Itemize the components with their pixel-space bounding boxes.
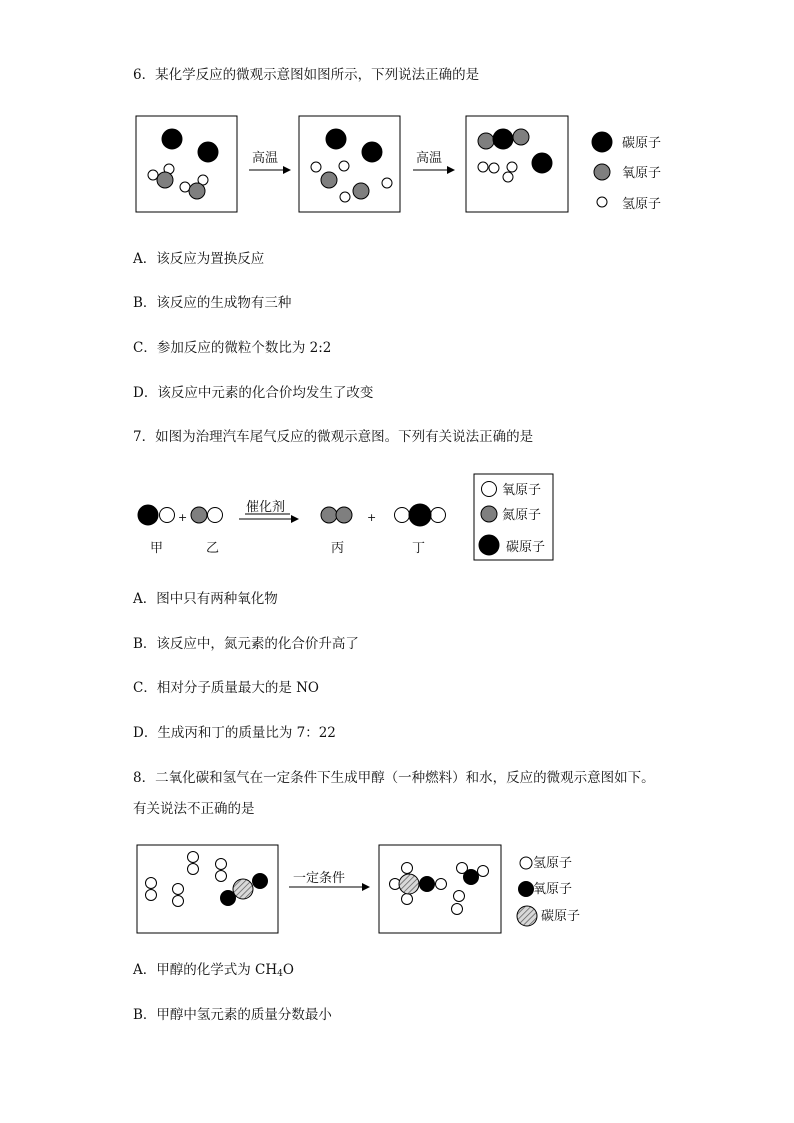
legend-oxygen-icon xyxy=(594,164,610,180)
q7-option-b: B．该反应中，氮元素的化合价升高了 xyxy=(133,636,359,652)
q7-label-ding: 丁 xyxy=(412,541,426,556)
q6-stem: 6．某化学反应的微观示意图如图所示，下列说法正确的是 xyxy=(133,67,480,83)
q6-arrow-2-label: 高温 xyxy=(416,151,443,166)
q6-arrow-2 xyxy=(413,150,454,170)
q8-box-1 xyxy=(137,845,278,933)
q7-diagram xyxy=(138,499,446,556)
q7-label-jia: 甲 xyxy=(150,541,164,556)
q6-option-c: C．参加反应的微粒个数比为 2:2 xyxy=(133,340,332,356)
q6-legend-carbon: 碳原子 xyxy=(622,136,662,151)
q6-arrow-1-label: 高温 xyxy=(252,151,279,166)
q6-box-2 xyxy=(299,116,400,212)
q8-stem-line-1: 8．二氧化碳和氢气在一定条件下生成甲醇（一种燃料）和水，反应的微观示意图如下。 xyxy=(133,770,655,786)
q6-legend xyxy=(592,132,661,212)
q8-legend-hydrogen: 氢原子 xyxy=(533,856,573,871)
q6-option-b: B．该反应的生成物有三种 xyxy=(133,295,292,311)
q6-option-a: A．该反应为置换反应 xyxy=(133,251,265,267)
q8-arrow xyxy=(289,871,369,887)
q7-legend-nitrogen: 氮原子 xyxy=(502,508,542,523)
q6-box-3 xyxy=(466,116,568,212)
legend-carbon-icon xyxy=(592,132,612,152)
q7-label-yi: 乙 xyxy=(206,541,220,556)
q8-option-a-text: A．甲醇的化学式为 CH xyxy=(133,962,278,978)
q7-legend xyxy=(474,474,553,560)
q8-legend-oxygen: 氧原子 xyxy=(533,882,573,897)
q7-catalyst-label: 催化剂 xyxy=(246,500,286,515)
q8-option-b: B．甲醇中氢元素的质量分数最小 xyxy=(133,1007,332,1023)
q8-option-a-suffix: O xyxy=(282,962,294,978)
q7-legend-carbon: 碳原子 xyxy=(506,540,546,555)
q8-legend xyxy=(517,856,580,926)
q7-plus-2: + xyxy=(367,511,377,524)
q6-option-d: D．该反应中元素的化合价均发生了改变 xyxy=(133,385,374,401)
q7-legend-oxygen: 氧原子 xyxy=(502,483,542,498)
q7-option-d: D．生成丙和丁的质量比为 7：22 xyxy=(133,725,336,741)
q8-legend-carbon: 碳原子 xyxy=(541,909,581,924)
legend-hydrogen-icon xyxy=(597,197,607,207)
q7-plus-1: + xyxy=(178,511,188,524)
q7-label-bing: 丙 xyxy=(331,541,345,556)
q7-stem: 7．如图为治理汽车尾气反应的微观示意图。下列有关说法正确的是 xyxy=(133,429,534,445)
q6-arrow-1 xyxy=(249,150,290,170)
q7-option-c: C．相对分子质量最大的是 NO xyxy=(133,680,320,696)
q8-option-a xyxy=(133,961,294,983)
q6-legend-oxygen: 氧原子 xyxy=(622,166,662,181)
q8-option-a-subscript: 4 xyxy=(277,969,283,979)
q6-box-1 xyxy=(136,116,237,212)
q7-option-a: A．图中只有两种氧化物 xyxy=(133,591,278,607)
q8-box-2 xyxy=(379,845,501,933)
q8-condition-label: 一定条件 xyxy=(293,871,346,886)
q8-stem-line-2: 有关说法不正确的是 xyxy=(133,801,255,817)
q6-legend-hydrogen: 氢原子 xyxy=(622,197,662,212)
